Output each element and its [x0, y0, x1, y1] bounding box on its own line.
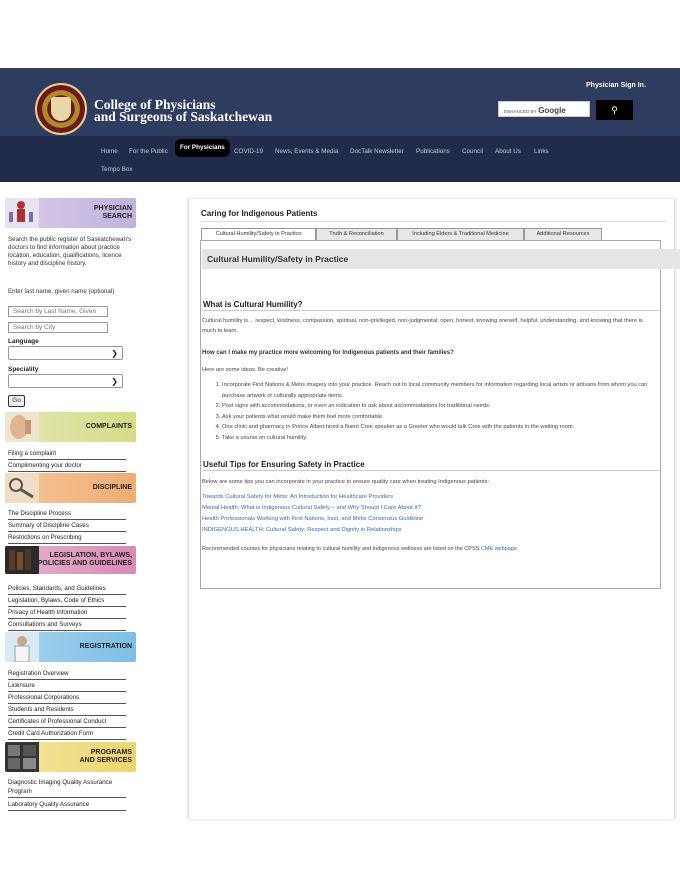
org-name-line1: College of Physicians	[94, 97, 216, 112]
programs-label	[80, 742, 132, 772]
ideas-intro: Here are some ideas. Be creative!	[202, 367, 288, 373]
college-seal-logo[interactable]	[35, 83, 87, 135]
ideas-list	[222, 380, 652, 443]
main-nav	[0, 136, 680, 182]
cultural-humility-definition: Cultural humility is… respect, kindness, compassion, spiritual, non-privileged, non-judgmental, open, honest, knowing oneself, helpful, understanding, and knowing that there is much to learn.	[202, 318, 643, 334]
site-header	[0, 68, 680, 136]
registration-icon	[5, 632, 39, 662]
physician-search-label: PHYSICIAN SEARCH	[93, 205, 132, 220]
tab-cultural-humility[interactable]: Cultural Humility/Safety in Practice	[201, 228, 316, 241]
cme-webpage-link[interactable]: CME webpage	[480, 546, 517, 552]
link-licensure[interactable]: Licensure	[8, 680, 126, 692]
link-consultations-surveys[interactable]: Consultations and Surveys	[8, 619, 126, 631]
search-button[interactable]	[596, 100, 633, 120]
tips-intro: Below are some tips you can incorporate in your practice to ensure quality care when treating Indigenous patients:	[202, 479, 490, 485]
useful-tips-heading: Useful Tips for Ensuring Safety in Practice	[203, 460, 660, 471]
org-name[interactable]	[94, 99, 272, 123]
physician-icon	[5, 198, 39, 228]
link-indigenous-cultural-safety[interactable]: Mental Health: What is Indigenous Cultural Safety – and Why Should I Care About It?	[202, 505, 421, 511]
complaints-label: COMPLAINTS	[85, 423, 132, 430]
tab-truth-reconciliation[interactable]: Truth & Reconciliation	[316, 228, 397, 240]
programs-icon	[5, 742, 39, 772]
tab-content	[200, 240, 661, 589]
title-divider	[201, 221, 666, 222]
link-diagnostic-imaging-qa[interactable]: Diagnostic Imaging Quality Assurance Program	[8, 778, 126, 798]
link-certificates-conduct[interactable]: Certificates of Professional Conduct	[8, 716, 126, 728]
nav-links[interactable]: Links	[534, 148, 549, 155]
programs-banner[interactable]	[5, 742, 136, 772]
programs-label-line1: PROGRAMS	[90, 749, 132, 756]
link-filing-complaint[interactable]: Filing a complaint	[8, 448, 126, 460]
discipline-icon	[5, 473, 39, 503]
site-search-input[interactable]	[498, 101, 590, 117]
discipline-label: DISCIPLINE	[92, 484, 132, 491]
legislation-label	[38, 546, 132, 574]
link-restrictions-prescribing[interactable]: Restrictions on Prescribing	[8, 532, 126, 544]
legislation-label-line2: POLICIES AND GUIDELINES	[37, 560, 132, 567]
link-professional-corporations[interactable]: Professional Corporations	[8, 692, 126, 704]
nav-covid-19[interactable]: COVID-19	[234, 148, 264, 155]
link-summary-discipline-cases[interactable]: Summary of Discipline Cases	[8, 520, 126, 532]
chevron-down-icon: ❯	[111, 349, 118, 358]
search-icon: ⚲	[611, 105, 618, 115]
nav-home[interactable]: Home	[101, 148, 118, 155]
idea-item: 5. Take a course on cultural humility.	[222, 433, 652, 444]
go-button[interactable]: Go	[8, 395, 25, 407]
complaints-icon	[5, 412, 39, 442]
idea-item: 2. Post signs with accommodations, or even an indication to ask about accommodations for traditional needs.	[222, 401, 652, 412]
link-credit-card-form[interactable]: Credit Card Authorization Form	[8, 728, 126, 740]
registration-label: REGISTRATION	[79, 643, 132, 650]
org-name-line2: and Surgeons of Saskatchewan	[94, 109, 273, 124]
section-heading: Cultural Humility/Safety in Practice	[202, 249, 680, 269]
what-is-cultural-humility-heading: What is Cultural Humility?	[203, 300, 660, 311]
link-privacy-health-info[interactable]: Privacy of Health Information	[8, 607, 126, 619]
language-select[interactable]	[8, 346, 123, 360]
programs-label-line2: AND SERVICES	[79, 757, 132, 764]
welcoming-question: How can I make my practice more welcoming for Indigenous patients and their families?	[202, 350, 454, 356]
google-brand: Google	[538, 106, 566, 115]
link-legislation-bylaws[interactable]: Legislation, Bylaws, Code of Ethics	[8, 595, 126, 607]
nav-for-physicians[interactable]: For Physicians	[175, 139, 230, 157]
registration-banner[interactable]	[5, 632, 136, 662]
city-search-input[interactable]	[8, 322, 108, 333]
link-consensus-guideline[interactable]: Health Professionals Working with First Nations, Inuit, and Métis Consensus Guideline	[202, 516, 424, 522]
link-policies-standards[interactable]: Policies, Standards, and Guidelines	[8, 583, 126, 595]
nav-council[interactable]: Council	[462, 148, 483, 155]
page-title: Caring for Indigenous Patients	[201, 209, 318, 218]
nav-doctalk-newsletter[interactable]: DocTalk Newsletter	[350, 148, 404, 155]
link-discipline-process[interactable]: The Discipline Process	[8, 508, 126, 520]
courses-note-end: .	[516, 546, 519, 552]
nav-news-events-media[interactable]: News, Events & Media	[275, 148, 339, 155]
legislation-label-line1: LEGISLATION, BYLAWS,	[49, 552, 132, 559]
courses-note-text: Recommended courses for physicians relating to cultural humility and Indigenous wellness are listed on the CPSS	[202, 546, 480, 552]
content-panel	[188, 199, 675, 819]
nav-about-us[interactable]: About Us	[495, 148, 521, 155]
name-field-label: Enter last name, given name (optional)	[8, 288, 115, 295]
tab-elders-traditional-medicine[interactable]: Including Elders & Traditional Medicine	[397, 228, 524, 240]
physician-search-banner[interactable]	[5, 198, 136, 228]
speciality-select[interactable]	[8, 374, 123, 388]
courses-note	[202, 546, 518, 552]
physician-search-description: Search the public register of Saskatchewan's doctors to find information about practice location, education, qualifications, licence history and discipline history.	[8, 236, 132, 267]
search-prefix: ENHANCED BY	[504, 109, 537, 114]
physician-sign-in-link[interactable]: Physician Sign In.	[586, 82, 646, 89]
language-label: Language	[8, 338, 39, 345]
complaints-banner[interactable]	[5, 412, 136, 442]
chevron-down-icon: ❯	[111, 377, 118, 386]
idea-item: 3. Ask your patients what would make them feel more comfortable.	[222, 412, 652, 423]
nav-publications[interactable]: Publications	[416, 148, 450, 155]
legislation-banner[interactable]	[5, 546, 136, 574]
books-icon	[5, 546, 39, 574]
link-registration-overview[interactable]: Registration Overview	[8, 668, 126, 680]
speciality-label: Speciality	[8, 366, 39, 373]
link-cultural-safety-metis[interactable]: Towards Cultural Safety for Métis: An Introduction for Healthcare Providers	[202, 494, 394, 500]
nav-tempo-box[interactable]: Tempo Box	[101, 166, 133, 173]
nav-for-the-public[interactable]: For the Public	[129, 148, 168, 155]
tab-additional-resources[interactable]: Additional Resources	[524, 228, 602, 240]
discipline-banner[interactable]	[5, 473, 136, 503]
last-name-search-input[interactable]	[8, 306, 108, 317]
link-indigenous-health[interactable]: INDIGENOUS HEALTH: Cultural Safety; Respect and Dignity in Relationships	[202, 527, 402, 533]
link-laboratory-qa[interactable]: Laboratory Quality Assurance	[8, 799, 126, 811]
idea-item: 1. Incorporate First Nations & Métis imagery into your practice. Reach out to local community members for information regarding local artists or artisans from whom you can purchase artwork or culturally appropriate items.	[222, 380, 652, 401]
link-complimenting-doctor[interactable]: Complimenting your doctor	[8, 460, 126, 472]
idea-item: 4. One clinic and pharmacy in Prince Albert hired a fluent Cree speaker as a Greeter who would talk Cree with the patients in the waiting room.	[222, 422, 652, 433]
link-students-residents[interactable]: Students and Residents	[8, 704, 126, 716]
